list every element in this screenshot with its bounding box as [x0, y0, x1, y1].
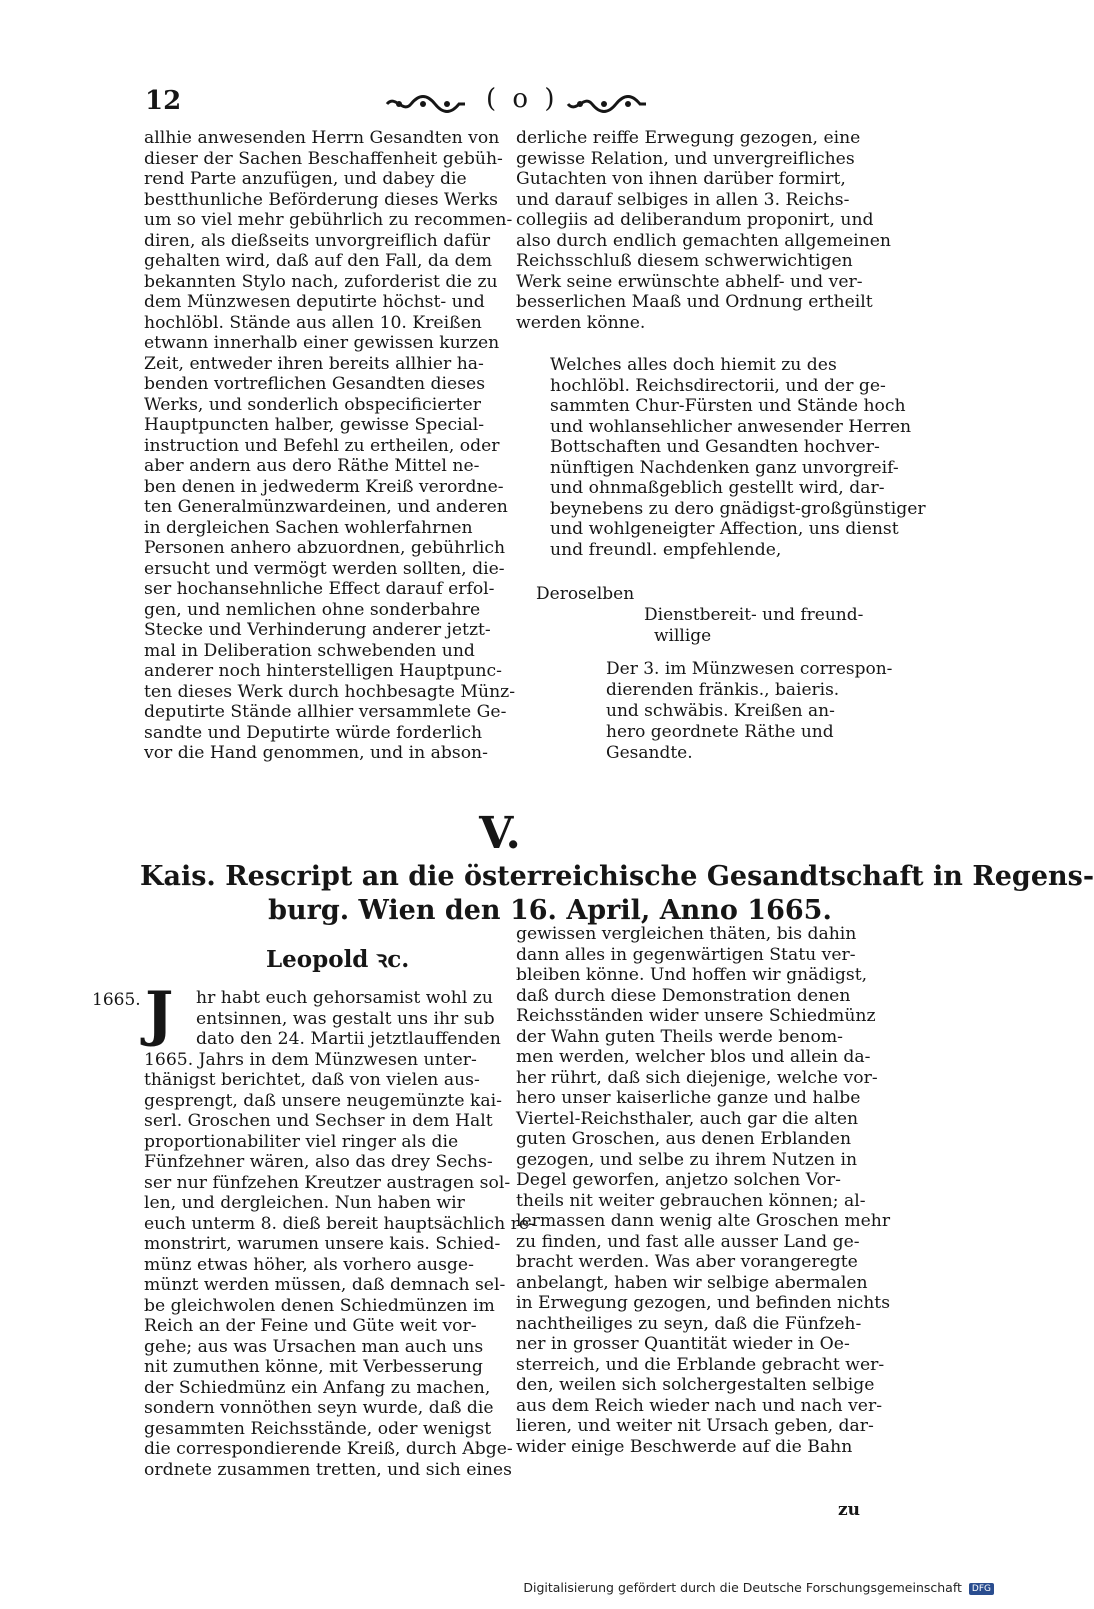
right-bottom-line: daß durch diese Demonstration denen [516, 985, 851, 1006]
left-bottom-line: nit zumuthen könne, mit Verbesserung [144, 1357, 483, 1377]
left-top-line: Personen anhero abzuordnen, gebührlich [144, 538, 506, 558]
left-top-line: dieser der Sachen Beschaffenheit gebüh- [144, 148, 503, 169]
right-bottom-line: aus dem Reich wieder nach und nach ver- [516, 1395, 882, 1416]
right-bottom-line: wider einige Beschwerde auf die Bahn [516, 1436, 853, 1457]
right-top-p1-line: und darauf selbiges in allen 3. Reichs- [516, 189, 850, 210]
left-bottom-line: gesprengt, daß unsere neugemünzte kai- [144, 1090, 502, 1111]
section-title-line-2: burg. Wien den 16. April, Anno 1665. [268, 895, 832, 926]
right-top-p1-line: Gutachten von ihnen darüber formirt, [516, 169, 846, 189]
left-bottom-line: ordnete zusammen tretten, und sich eines [144, 1459, 512, 1480]
catchword: zu [838, 1500, 861, 1520]
right-top-p2-line: und wohlansehlicher anwesender Herren [550, 416, 912, 437]
left-bottom-line: sondern vonnöthen seyn wurde, daß die [144, 1398, 494, 1418]
left-top-line: diren, als dießseits unvorgreiflich dafür [144, 230, 491, 251]
left-bottom-line: entsinnen, was gestalt uns ihr sub [196, 1008, 495, 1029]
right-column-top [516, 128, 926, 560]
section-number: V. [479, 808, 521, 859]
right-top-p2-line: sammten Chur-Fürsten und Stände hoch [550, 396, 906, 416]
drop-cap: J [145, 979, 174, 1049]
signer-line: Gesandte. [606, 743, 693, 763]
left-bottom-line: euch unterm 8. dieß bereit hauptsächlich re- [144, 1213, 535, 1234]
right-top-p2-line: und ohnmaßgeblich gestellt wird, dar- [550, 478, 885, 498]
left-top-line: Hauptpuncten halber, gewisse Special- [144, 415, 485, 435]
left-bottom-line: be gleichwolen denen Schiedmünzen im [144, 1295, 495, 1316]
left-top-line: benden vortreflichen Gesandten dieses [144, 374, 486, 394]
left-bottom-line: der Schiedmünz ein Anfang zu machen, [144, 1377, 491, 1398]
right-top-p2-line: Bottschaften und Gesandten hochver- [550, 437, 880, 457]
left-column-top [144, 128, 516, 764]
left-top-line: rend Parte anzufügen, und dabey die [144, 169, 467, 189]
right-bottom-line: lermassen dann wenig alte Groschen mehr [516, 1211, 891, 1231]
right-bottom-line: hero unser kaiserliche ganze und halbe [516, 1088, 861, 1108]
right-top-p1-line: gewisse Relation, und unvergreifliches [516, 148, 855, 169]
left-top-line: Stecke und Verhinderung anderer jetzt- [144, 620, 491, 640]
left-bottom-line: dato den 24. Martii jetztlauffenden [196, 1029, 501, 1049]
left-top-line: bestthunliche Beförderung dieses Werks [144, 189, 498, 210]
left-bottom-line: 1665. Jahrs in dem Münzwesen unter- [144, 1049, 477, 1070]
left-top-line: mal in Deliberation schwebenden und [144, 640, 475, 661]
dfg-badge: DFG [969, 1583, 994, 1595]
right-bottom-line: den, weilen sich solchergestalten selbige [516, 1375, 875, 1395]
right-bottom-line: anbelangt, haben wir selbige abermalen [516, 1272, 868, 1293]
left-top-line: deputirte Stände allhier versammlete Ge- [144, 702, 507, 722]
right-bottom-line: her rührt, daß sich diejenige, welche vor- [516, 1067, 878, 1088]
left-bottom-line: proportionabiliter viel ringer als die [144, 1131, 459, 1152]
signature-block [516, 584, 893, 764]
right-bottom-line: gezogen, und selbe zu ihrem Nutzen in [516, 1149, 858, 1170]
left-top-line: in dergleichen Sachen wohlerfahrnen [144, 517, 473, 538]
left-top-line: ten Generalmünzwardeinen, und anderen [144, 497, 508, 517]
ornament-right-icon [566, 92, 648, 116]
left-top-line: vor die Hand genommen, und in abson- [144, 743, 488, 763]
right-top-p1-line: also durch endlich gemachten allgemeinen [516, 230, 891, 251]
ornament-left-icon [385, 92, 467, 116]
left-top-line: allhie anwesenden Herrn Gesandten von [144, 128, 500, 148]
left-bottom-line: gesammten Reichsstände, oder wenigst [144, 1418, 492, 1439]
left-bottom-line: hr habt euch gehorsamist wohl zu [196, 988, 493, 1008]
signer-line: Der 3. im Münzwesen correspon- [606, 659, 893, 679]
left-bottom-line: Fünfzehner wären, also das drey Sechs- [144, 1152, 493, 1172]
signer-line: dierenden fränkis., baieris. [606, 680, 840, 700]
left-bottom-line: gehe; aus was Ursachen man auch uns [144, 1336, 484, 1357]
right-top-p2-line: nünftigen Nachdenken ganz unvorgreif- [550, 457, 899, 478]
right-bottom-line: men werden, welcher blos und allein da- [516, 1047, 871, 1067]
right-bottom-line: zu finden, und fast alle ausser Land ge- [516, 1231, 860, 1252]
right-top-p1-line: derliche reiffe Erwegung gezogen, eine [516, 128, 861, 148]
right-top-p1-line: werden könne. [516, 312, 646, 333]
left-top-line: gehalten wird, daß auf den Fall, da dem [144, 251, 493, 271]
right-top-p2-line: Welches alles doch hiemit zu des [550, 355, 837, 375]
left-top-line: ser hochansehnliche Effect darauf erfol- [144, 579, 495, 599]
salutation: Deroselben [536, 584, 635, 604]
left-top-line: gen, und nemlichen ohne sonderbahre [144, 599, 481, 620]
footer-text: Digitalisierung gefördert durch die Deutsche Forschungsgemeinschaft [523, 1580, 962, 1595]
left-top-line: ersucht und vermögt werden sollten, die- [144, 558, 505, 579]
right-bottom-line: bleiben könne. Und hoffen wir gnädigst, [516, 965, 868, 985]
left-bottom-line: len, und dergleichen. Nun haben wir [144, 1193, 465, 1213]
left-top-line: dem Münzwesen deputirte höchst- und [144, 292, 485, 312]
left-bottom-line: monstrirt, warumen unsere kais. Schied- [144, 1234, 501, 1254]
left-top-line: etwann innerhalb einer gewissen kurzen [144, 333, 500, 353]
right-bottom-line: Reichsständen wider unsere Schiedmünz [516, 1006, 876, 1026]
left-top-line: hochlöbl. Stände aus allen 10. Kreißen [144, 312, 482, 333]
right-bottom-line: in Erwegung gezogen, und befinden nichts [516, 1293, 891, 1313]
right-bottom-line: gewissen vergleichen thäten, bis dahin [516, 924, 857, 944]
right-top-p2-line: und wohlgeneigter Affection, uns dienst [550, 519, 899, 539]
signer-line: und schwäbis. Kreißen an- [606, 701, 835, 721]
left-top-line: ben denen in jedwederm Kreiß verordne- [144, 476, 504, 497]
right-bottom-line: lieren, und weiter nit Ursach geben, dar- [516, 1416, 874, 1436]
left-top-line: ten dieses Werk durch hochbesagte Münz- [144, 681, 516, 702]
section-title-line-1: Kais. Rescript an die österreichische Gesandtschaft in Regens- [140, 861, 1094, 892]
closing-line-2: willige [654, 626, 712, 646]
right-top-p1-line: Reichsschluß diesem schwerwichtigen [516, 251, 853, 271]
right-top-p2-line: beynebens zu dero gnädigst-großgünstiger [550, 498, 926, 519]
right-column-bottom [516, 924, 891, 1457]
right-bottom-line: bracht werden. Was aber vorangeregte [516, 1252, 858, 1272]
left-top-line: Zeit, entweder ihren bereits allhier ha- [144, 353, 484, 374]
right-bottom-line: Degel geworfen, anjetzo solchen Vor- [516, 1170, 841, 1190]
left-bottom-line: Reich an der Feine und Güte weit vor- [144, 1316, 477, 1336]
header-center-mark: ( o ) [486, 84, 559, 114]
left-bottom-line: thänigst berichtet, daß von vielen aus- [144, 1070, 480, 1090]
right-top-p1-line: Werk seine erwünschte abhelf- und ver- [516, 271, 863, 292]
section-title [140, 860, 1094, 928]
left-top-line: Werks, und sonderlich obspecificierter [144, 394, 481, 415]
margin-year: 1665. [92, 990, 141, 1010]
left-column-bottom [144, 988, 535, 1480]
left-top-line: instruction und Befehl zu ertheilen, oder [144, 435, 500, 456]
left-top-line: anderer noch hinterstelligen Hauptpunc- [144, 661, 502, 681]
left-top-line: bekannten Stylo nach, zuforderist die zu [144, 271, 498, 292]
left-bottom-line: serl. Groschen und Sechser in dem Halt [144, 1111, 493, 1131]
right-top-p1-line: besserlichen Maaß und Ordnung ertheilt [516, 292, 873, 312]
right-bottom-line: guten Groschen, aus denen Erblanden [516, 1129, 852, 1149]
right-bottom-line: dann alles in gegenwärtigen Statu ver- [516, 944, 856, 965]
right-top-p1-line: collegiis ad deliberandum proponirt, und [516, 210, 874, 230]
right-top-p2-line: hochlöbl. Reichsdirectorii, und der ge- [550, 375, 886, 396]
right-bottom-line: sterreich, und die Erblande gebracht wer- [516, 1354, 885, 1375]
left-bottom-line: münz etwas höher, als vorhero ausge- [144, 1254, 474, 1275]
right-bottom-line: der Wahn guten Theils werde benom- [516, 1026, 843, 1047]
left-bottom-line: münzt werden müssen, daß demnach sel- [144, 1275, 506, 1295]
right-bottom-line: nachtheiliges zu seyn, daß die Fünfzeh- [516, 1313, 862, 1334]
left-top-line: um so viel mehr gebührlich zu recommen- [144, 210, 513, 230]
sender-name: Leopold ꝛc. [266, 946, 410, 973]
right-top-p2-line: und freundl. empfehlende, [550, 539, 782, 560]
left-bottom-line: die correspondierende Kreiß, durch Abge- [144, 1439, 513, 1459]
right-bottom-line: theils nit weiter gebrauchen können; al- [516, 1190, 866, 1211]
right-bottom-line: Viertel-Reichsthaler, auch gar die alten [516, 1108, 859, 1129]
left-top-line: sandte und Deputirte würde forderlich [144, 722, 483, 743]
left-bottom-line: ser nur fünfzehen Kreutzer austragen sol- [144, 1172, 511, 1193]
page-number: 12 [145, 86, 182, 116]
left-top-line: aber andern aus dero Räthe Mittel ne- [144, 456, 480, 476]
signer-line: hero geordnete Räthe und [606, 722, 834, 742]
footer-credit [523, 1580, 994, 1595]
right-bottom-line: ner in grosser Quantität wieder in Oe- [516, 1334, 850, 1354]
closing-line-1: Dienstbereit- und freund- [644, 605, 864, 625]
